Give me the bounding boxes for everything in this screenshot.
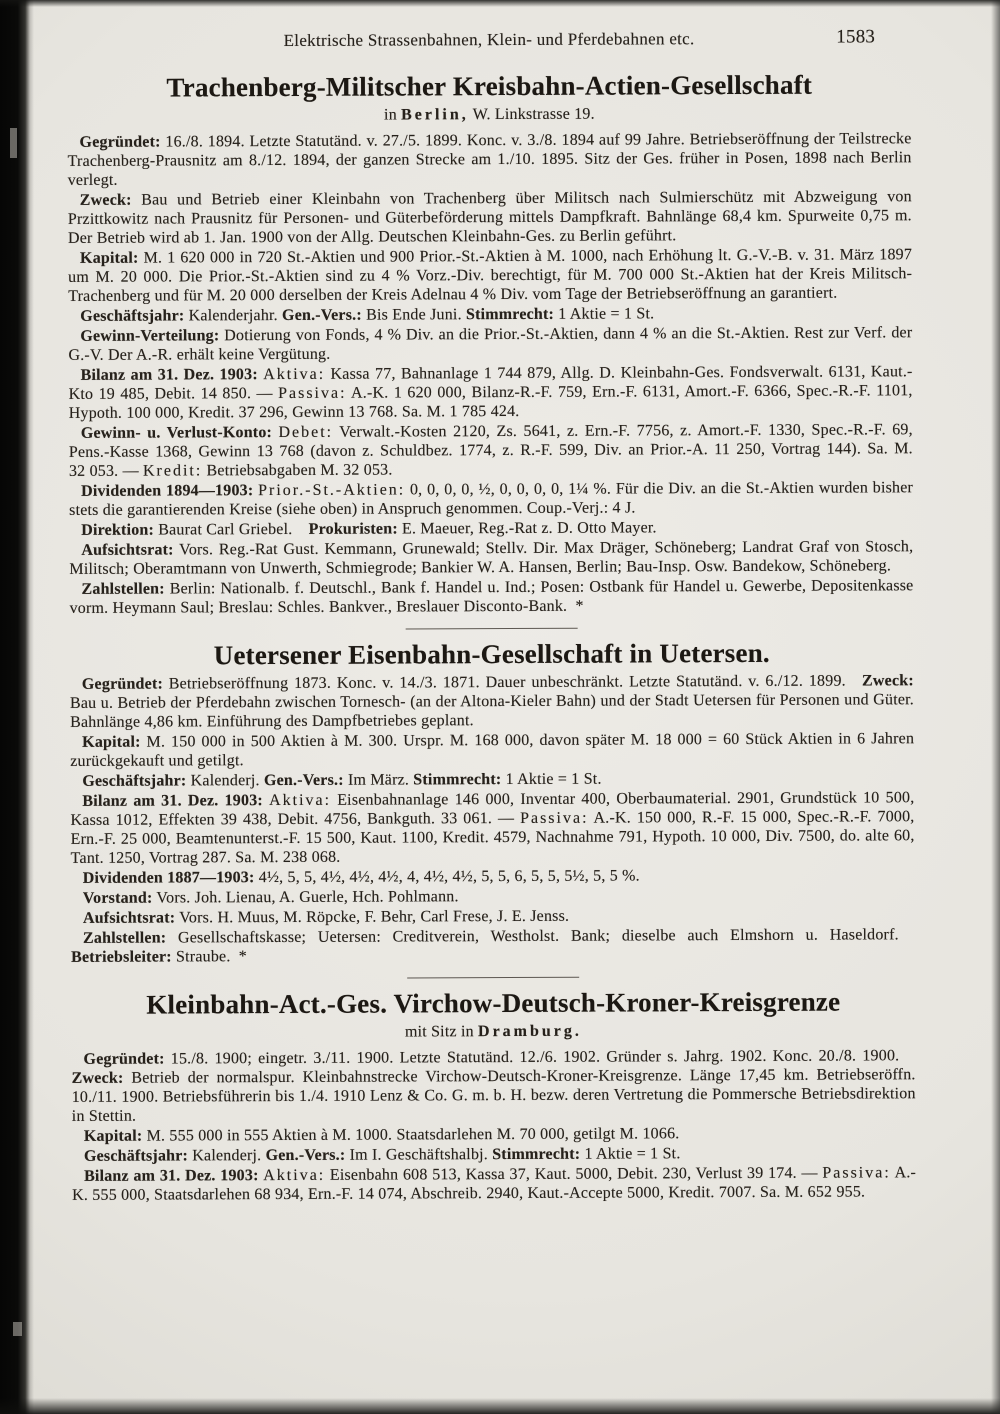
field-text: Bau und Betrieb einer Kleinbahn von Trachenberg über Militsch nach Sulmierschütz mit Abzweigung von Przittkowitz nach Prausnitz für Personen- und Güterbeförderung mittels Dampfkraft. Bahnlänge 68,4 km. Spurweite 0,75 m. Der Betrieb wird ab 1. Jan. 1900 von der Allg. Deutschen Kleinbahn-Ges. zu Berlin geführt. — [67, 188, 912, 247]
company-title: Kleinbahn-Act.-Ges. Virchow-Deutsch-Kroner-Kreisgrenze — [146, 986, 841, 1020]
field-label: Zahlstellen: — [81, 580, 165, 598]
page-content — [33, 0, 983, 1414]
entry-paragraph — [68, 323, 912, 365]
field-text: Kalenderj. — [186, 772, 264, 790]
company-entry — [67, 69, 913, 618]
spaced-term: Debet: — [278, 423, 334, 441]
field-text: 1 Aktie = 1 St. — [501, 770, 602, 789]
entry-paragraph — [70, 671, 914, 732]
entry-paragraph — [70, 788, 914, 868]
field-text: Baurat Carl Griebel. — [153, 520, 309, 539]
entry-paragraph — [69, 478, 913, 520]
emphasized-name: Berlin, — [401, 106, 469, 124]
entry-paragraph — [72, 1143, 916, 1166]
field-text: A.-K. 1 620 000, Bilanz-R.-F. 759, Ern.-F. 6131, Amort.-F. 6366, Spec.-R.-F. 1101, Hypoth. 100 000, Kredit. 37 296, Gewinn 13 768. Sa. M. 1 785 424. — [68, 382, 913, 422]
field-text: 16./8. 1894. Letzte Statutänd. v. 27./5. 1899. Konc. v. 3./8. 1894 auf 99 Jahre. Betriebseröffnung der Teilstrecke Trachenberg-Prausnitz am 8./12. 1894, der ganzen Strecke am 1./10. 1895. Sitz der Ges. früher in Posen, 1898 nach Berlin verlegt. — [67, 130, 912, 189]
field-label: Kapital: — [83, 1127, 143, 1145]
field-text: 1 Aktie = 1 St. — [554, 305, 655, 323]
field-label: Stimmrecht: — [492, 1145, 581, 1164]
field-text: 0, 0, 0, 0, ½, 0, 0, 0, 0, 1¼ %. Für die Div. an die St.-Aktien wurden bisher stets die garantierenden Kreise (siehe oben) in Anspruch genommen. Coup.-Verj.: 4 J. — [69, 479, 914, 519]
field-text: Betriebseröffnung 1873. Konc. v. 14./3. 1871. Dauer unbeschränkt. Letzte Statutänd. v. 6./12. 1899. — [162, 672, 863, 693]
binding-shadow-left — [0, 0, 34, 1414]
field-text: Im März. — [343, 771, 414, 789]
field-label: Gen.-Vers.: — [282, 306, 362, 324]
entry-paragraph — [68, 245, 912, 306]
field-text: Vors. H. Muus, M. Röpcke, F. Behr, Carl Frese, J. E. Jenss. — [175, 907, 570, 927]
section-divider — [406, 628, 578, 630]
spaced-term: Passiva: — [520, 809, 589, 827]
spaced-term: Aktiva: — [263, 1166, 326, 1185]
entry-paragraph — [69, 362, 913, 423]
section-divider — [407, 977, 579, 979]
field-text: mit Sitz in — [404, 1023, 479, 1041]
field-text: Im I. Geschäftshalbj. — [345, 1146, 493, 1164]
company-subtitle — [71, 1020, 915, 1043]
field-label: Vorstand: — [82, 889, 153, 907]
field-text: A.-K. 150 000, R.-F. 15 000, Spec.-R.-F. 7000, Ern.-F. 25 000, Beamtenunterst.-F. 15 500, Kaut. 1100, Kredit. 4579, Nachnahme 791, Hypoth. 10 000, Div. 7500, do. alte 60, Tant. 1250, Vortrag 287. Sa. M. 238 068. — [70, 808, 915, 867]
spaced-term: Kredit: — [142, 462, 203, 480]
entry-paragraph — [71, 905, 915, 928]
spaced-term: Aktiva: — [269, 791, 332, 810]
field-text: Dotierung von Fonds, 4 % Div. an die Prior.-St.-Aktien, dann 4 % an die St.-Aktien. Rest zur Verf. der G.-V. Der A.-R. erhält keine Vergütung. — [68, 324, 913, 364]
field-text: Kalenderj. — [188, 1147, 266, 1165]
entry-paragraph — [69, 517, 913, 540]
spaced-term: Prior.-St.-Aktien: — [258, 481, 406, 500]
field-label: Aufsichtsrat: — [82, 909, 176, 927]
field-label: Stimmrecht: — [465, 305, 555, 324]
field-label: Geschäftsjahr: — [82, 772, 187, 790]
field-text: 15./8. 1900; eingetr. 3./11. 1900. Letzte Statutänd. 12./6. 1902. Gründer s. Jahrg. 1902. Konc. 20./8. 1900. — [164, 1047, 916, 1068]
entry-paragraph — [70, 768, 914, 791]
field-text: M. 150 000 in 500 Aktien à M. 300. Urspr. M. 168 000, davon später M. 18 000 = 60 Stück Aktien in 6 Jahren zurückgekauft und getilgt. — [70, 730, 915, 770]
field-text: Verwalt.-Kosten 2120, Zs. 5641, z. Ern.-F. 7756, z. Amort.-F. 1330, Spec.-R.-F. 69, Pens.-Kasse 1368, Gewinn 13 768 (davon z. Schuldbez. 1774, z. R.-F. 599, Div. an Prior.-A. 11 250, Vortrag 144). Sa. M. 32 053. — — [68, 421, 913, 480]
field-label: Bilanz am 31. Dez. 1903: — [82, 792, 263, 810]
company-title: Trachenberg-Militscher Kreisbahn-Actien-Gesellschaft — [166, 69, 813, 103]
field-text: 4½, 5, 5, 4½, 4½, 4½, 4, 4½, 4½, 5, 5, 6, 5, 5, 5½, 5, 5 %. — [254, 867, 640, 887]
field-label: Gewinn- u. Verlust-Konto: — [80, 424, 273, 442]
field-label: Bilanz am 31. Dez. 1903: — [84, 1167, 259, 1185]
page-number: 1583 — [836, 26, 876, 48]
field-text: Vors. Reg.-Rat Gust. Kemmann, Grunewald; Stellv. Dir. Max Dräger, Schöneberg; Landrat Graf von Stosch, Militsch; Oberamtmann von Unwerth, Schmiegrode; Bankier W. A. Hansen, Berlin; Bau-Insp. Osw. Bandekow, Schöneberg. — [69, 538, 914, 578]
entry-paragraph — [70, 729, 914, 771]
spaced-term: Passiva: — [278, 384, 347, 403]
field-label: Gen.-Vers.: — [263, 771, 344, 790]
field-label: Geschäftsjahr: — [80, 307, 185, 325]
entry-paragraph — [71, 885, 915, 908]
entry-paragraph — [67, 129, 911, 190]
field-label: Gegründet: — [83, 1050, 165, 1068]
field-text: Berlin: Nationalb. f. Deutschl., Bank f. Handel u. Ind.; Posen: Ostbank für Handel u. Gewerbe, Depositenkasse vorm. Heymann Saul; Breslau: Schles. Bankver., Breslauer Disconto-Bank. * — [69, 577, 914, 617]
page-edge-right — [991, 0, 1000, 1414]
entry-paragraph — [69, 537, 913, 579]
field-text: Bis Ende Juni. — [361, 306, 466, 324]
company-entry — [71, 986, 916, 1205]
field-text: M. 555 000 in 555 Aktien à M. 1000. Staatsdarlehen M. 70 000, getilgt M. 1066. — [142, 1125, 680, 1145]
entry-paragraph — [69, 576, 913, 618]
field-label: Dividenden 1887—1903: — [82, 869, 255, 887]
entry-paragraph — [69, 420, 913, 481]
field-text: Bau u. Betrieb der Pferdebahn zwischen Tornesch- (an der Altona-Kieler Bahn) und der Stadt Uetersen für Personen und Güter. Bahnlänge 4,86 km. Einführung des Dampfbetriebes geplant. — [69, 691, 915, 731]
field-text: M. 1 620 000 in 720 St.-Aktien und 900 Prior.-St.-Aktien à M. 1000, nach Erhöhung lt. G.-V.-B. v. 31. März 1897 um M. 20 000. Die Prior.-St.-Aktien sind zu 4 % Vorz.-Div. berechtigt, für M. 700 000 St.-Aktien hat der Kreis Militsch-Trachenberg und für M. 20 000 derselben der Kreis Adelnau 4 % Div. vom Tage der Betriebseröffnung an garantiert. — [68, 246, 913, 305]
field-label: Dividenden 1894—1903: — [81, 482, 254, 500]
field-text: 1 Aktie = 1 St. — [580, 1145, 681, 1163]
field-text: A.-K. 555 000, Staatsdarlehen 68 934, Ern.-F. 14 074, Abschreib. 2940, Kaut.-Accepte 5000, Kredit. 7007. Sa. M. 652 955. — [72, 1164, 917, 1204]
field-text: Kassa 77, Bahnanlage 1 744 879, Allg. D. Kleinbahn-Ges. Fondsverwalt. 6131, Kaut.-Kto 19 485, Debit. 14 850. — — [68, 363, 913, 403]
field-label: Betriebsleiter: — [71, 948, 172, 966]
entry-paragraph — [71, 925, 915, 967]
field-label: Bilanz am 31. Dez. 1903: — [80, 366, 258, 384]
emphasized-name: Dramburg. — [477, 1022, 582, 1041]
entry-paragraph — [72, 1123, 916, 1146]
scan-artifact — [10, 128, 17, 158]
field-text: Eisenbahn 608 513, Kassa 37, Kaut. 5000, Debit. 230, Verlust 39 174. — — [325, 1164, 823, 1184]
company-entry — [70, 637, 915, 967]
entry-paragraph — [71, 865, 915, 888]
field-label: Zweck: — [861, 672, 914, 690]
field-text: Eisenbahnanlage 146 000, Inventar 400, Oberbaumaterial. 2901, Grundstück 10 500, Kassa 1012, Effekten 39 438, Debit. 4756, Bankguth. 33 061. — — [70, 789, 915, 829]
running-title: Elektrische Strassenbahnen, Klein- und Pferdebahnen etc. — [283, 29, 695, 50]
field-text: Betrieb der normalspur. Kleinbahnstrecke Virchow-Deutsch-Kroner-Kreisgrenze. Länge 17,45 km. Betriebseröffn. 10./11. 1900. Betriebsführerin bis 1./4. 1910 Lenz & Co. G. m. b. H. bezw. deren Vertretung die Pommersche Betriebsdirektion in Stettin. — [71, 1066, 916, 1125]
field-label: Aufsichtsrat: — [81, 541, 174, 559]
field-text: W. Linkstrasse 19. — [468, 105, 595, 124]
company-subtitle — [67, 103, 911, 126]
field-label: Kapital: — [82, 733, 141, 751]
field-text: Vors. Joh. Lienau, A. Guerle, Hch. Pohlmann. — [152, 888, 459, 907]
spaced-term: Passiva: — [822, 1164, 891, 1182]
page-header — [67, 28, 911, 51]
field-label: Gen.-Vers.: — [265, 1146, 346, 1165]
field-label: Prokuristen: — [308, 520, 398, 538]
field-label: Stimmrecht: — [413, 771, 502, 789]
field-label: Kapital: — [80, 249, 139, 267]
field-label: Direktion: — [81, 521, 155, 539]
entry-paragraph — [72, 1163, 916, 1205]
field-text: Kalenderjahr. — [184, 306, 283, 325]
field-text: Straube. * — [171, 948, 247, 966]
field-label: Gegründet: — [81, 675, 164, 693]
field-text: Gesellschaftskasse; Uetersen: Creditverein, Westholst. Bank; dieselbe auch Elmshorn u. Haseldorf. — [166, 926, 916, 947]
field-label: Zweck: — [71, 1069, 124, 1087]
field-text: Betriebsabgaben M. 32 053. — [202, 461, 393, 480]
company-title: Uetersener Eisenbahn-Gesellschaft in Uetersen. — [213, 637, 770, 671]
field-label: Gewinn-Verteilung: — [80, 327, 220, 345]
sections-container — [67, 69, 916, 1205]
field-label: Zweck: — [79, 191, 132, 209]
spaced-term: Aktiva: — [263, 365, 326, 384]
field-text: in — [384, 106, 402, 124]
field-label: Geschäftsjahr: — [83, 1147, 189, 1165]
field-label: Zahlstellen: — [82, 929, 167, 947]
entry-paragraph — [68, 187, 912, 248]
entry-paragraph — [68, 303, 912, 326]
entry-paragraph — [71, 1046, 915, 1126]
field-text: E. Maeuer, Reg.-Rat z. D. Otto Mayer. — [397, 519, 657, 538]
scan-artifact — [13, 1322, 22, 1336]
field-label: Gegründet: — [79, 133, 161, 151]
